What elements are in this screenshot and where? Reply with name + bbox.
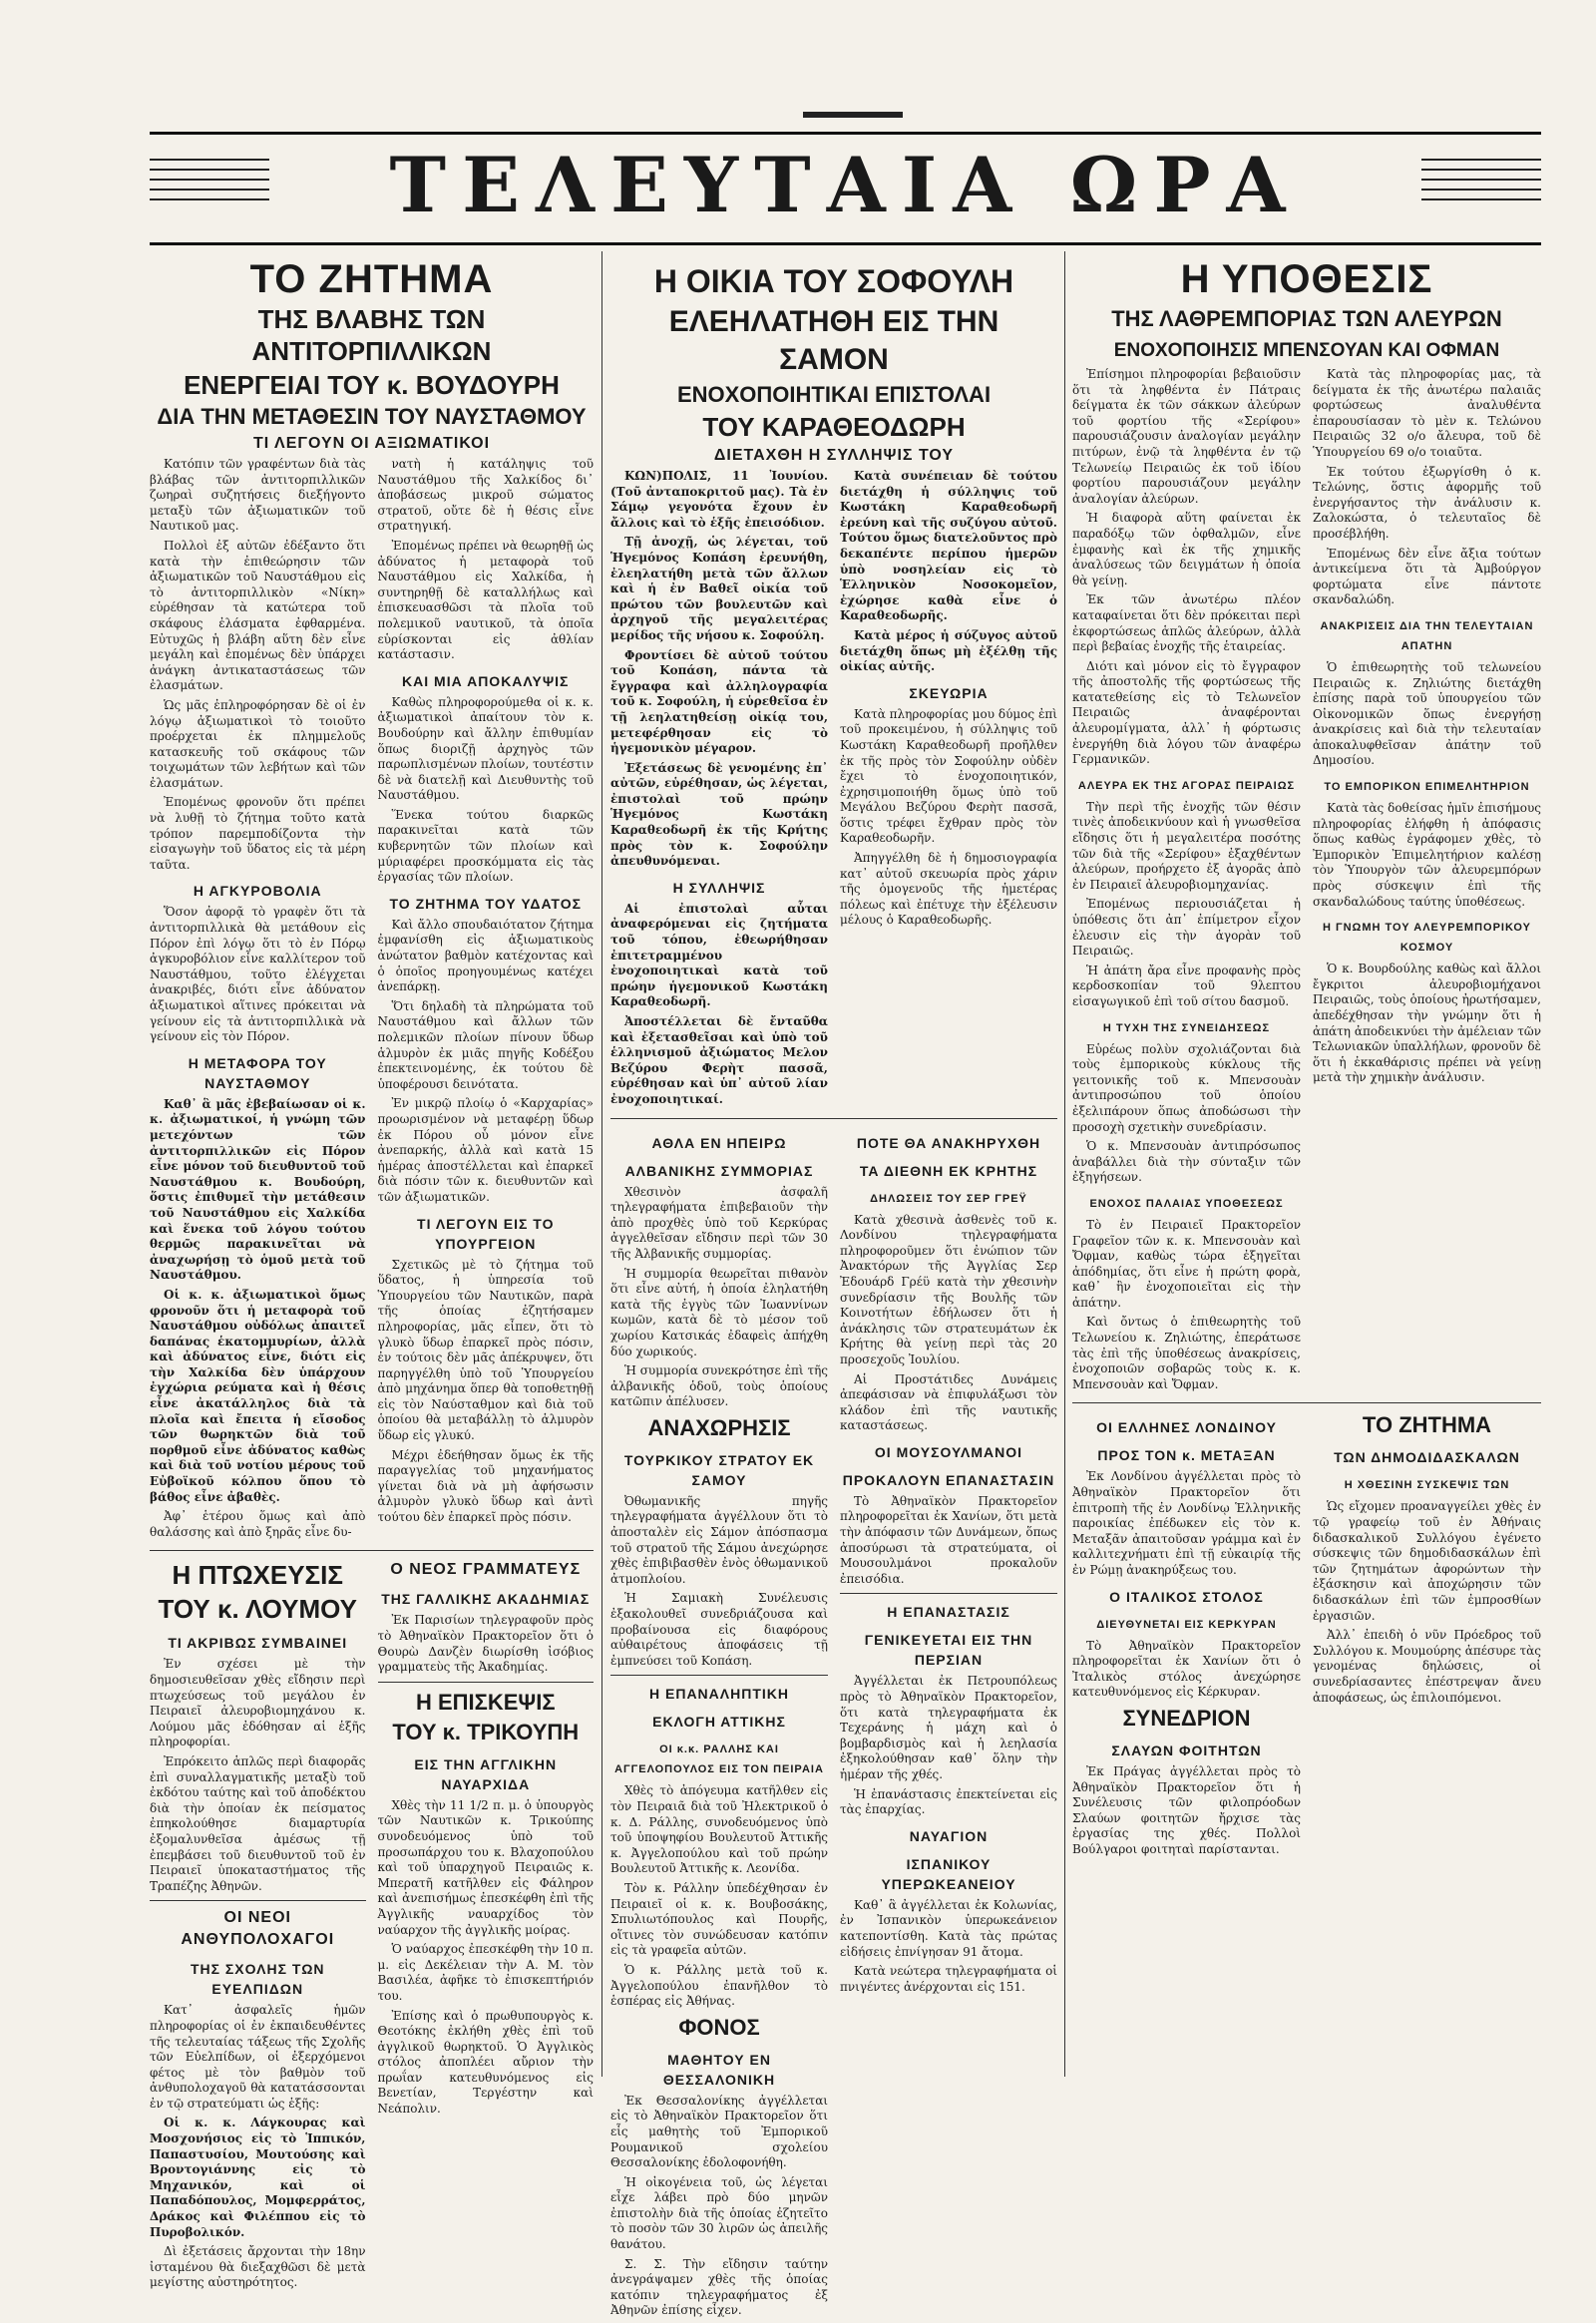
- headline: ΟΙ ΕΛΛΗΝΕΣ ΛΟΝΔΙΝΟΥ: [1096, 1419, 1277, 1436]
- paragraph: Ἡ διαφορὰ αὕτη φαίνεται ἐκ παραδόξῳ τῶν ὀφθαλμῶν, εἶνε ἐμφανὴς καὶ ἐκ τῆς χημικῆς ἀναλύσεως τῶν δειγμάτων ἡ ὁποία θὰ γείνῃ.: [1072, 511, 1301, 587]
- paragraph: Ἡ συμμορία συνεκρότησε ἐπὶ τῆς ἀλβανικῆς ὁδοῦ, τοὺς ὁποίους κατῶπιν ἀπέλυσεν.: [610, 1363, 828, 1409]
- paragraph: Ἐπρόκειτο ἁπλῶς περὶ διαφορᾶς ἐπὶ συναλλαγματικῆς μεταξὺ τοῦ ἐκδότου ταύτης καὶ τοῦ ἀποδέκτου διὰ τὴν ὁποίαν ἐκ πείσματος ἐπηκολούθησε διαμαρτυρία ἐξομαλυνθεῖσα ἀμέσως τῇ ἐπεμβάσει τοῦ διευθυντοῦ τοῦ ἐν Πειραιεῖ ὑποκαταστήματος τῆς Τραπέζης Ἀθηνῶν.: [150, 1753, 366, 1893]
- article-body: [610, 1125, 1057, 2323]
- paragraph: Ὁ κ. Μπενσουὰν ἀντιπρόσωπος ἀναβάλλει διὰ τὴν σύνταξιν τῶν ἐξηγήσεων.: [1072, 1139, 1301, 1185]
- paragraph: Ἐκ Παρισίων τηλεγραφοῦν πρὸς τὸ Ἀθηναϊκὸν Πρακτορεῖον ὅτι ὁ Θουρὼ Δανζὲν διωρίσθη ἰσόβιος γραμματεὺς τῆς Ἀκαδημίας.: [377, 1613, 594, 1675]
- column-2: [610, 251, 1057, 2323]
- paragraph: Ἀλλ᾽ ἐπειδὴ ὁ νῦν Πρόεδρος τοῦ Συλλόγου κ. Μουμούρης ἀπέσυρε τὰς γενομένας δηλώσεις, οἱ συνεδρίασαντες ἐπέστρεψαν ἄνευ ἀποφάσεως, ὡς ἐπιλοιπόμενοι.: [1313, 1628, 1541, 1705]
- headline-sub: ΔΙΑ ΤΗΝ ΜΕΤΑΘΕΣΙΝ ΤΟΥ ΝΑΥΣΤΑΘΜΟΥ: [157, 404, 587, 429]
- headline-sub: ΔΙΕΥΘΥΝΕΤΑΙ ΕΙΣ ΚΕΡΚΥΡΑΝ: [1096, 1618, 1277, 1631]
- headline-sub: ΤΑ ΔΙΕΘΝΗ ΕΚ ΚΡΗΤΗΣ: [859, 1162, 1038, 1179]
- section-heading: Η ΤΥΧΗ ΤΗΣ ΣΥΝΕΙΔΗΣΕΩΣ: [1102, 1021, 1271, 1034]
- headline: ΤΟ ΖΗΤΗΜΑ: [249, 257, 494, 301]
- paragraph: Διότι καὶ μόνον εἰς τὸ ἔγγραφον τῆς ἀποστολῆς τῆς φορτώσεως τῆς κατατεθείσης εἰς τὸ Τελωνεῖον Πειραιῶς ἀναφέρονται ἀλευρομίγματα, ἀλλ᾽ ἡ φόρτωσις ἐνεργήθη διὰ λόγου τῶν ἀναφέρω Γερμανικῶν.: [1072, 658, 1301, 767]
- headline-sub: ΕΝΕΡΓΕΙΑΙ ΤΟΥ κ. ΒΟΥΔΟΥΡΗ: [184, 370, 560, 400]
- paragraph: Πολλοὶ ἐξ αὐτῶν ἐδέξαντο ὅτι κατὰ τὴν ἐπιθεώρησιν τῶν ἀξιωματικῶν τοῦ Ναυστάθμου εἰς τὸ ἀντιτορπιλλικὸν «Νίκη» εὑρέθησαν τὰ κατώτερα τοῦ σκάφους ἐλάσματα ἐφθαρμένα. Εὐτυχῶς ἡ βλάβη αὕτη δὲν εἶνε μεγάλη καὶ ἑπομένως δὲν ὑπάρχει ἀνάγκη ἀντικαταστάσεως τῶν ἐλασμάτων.: [150, 538, 366, 693]
- paragraph: Ὁ κ. Ράλλης μετὰ τοῦ κ. Ἀγγελοπούλου ἐπανῆλθον τὸ ἑσπέρας εἰς Ἀθήνας.: [610, 1962, 828, 2009]
- paragraph: Κατὰ νεώτερα τηλεγραφήματα οἱ πνιγέντες ἀνέρχονται εἰς 151.: [840, 1964, 1057, 1994]
- headline: ΣΥΝΕΔΡΙΟΝ: [1122, 1705, 1251, 1731]
- paragraph: νατὴ ἡ κατάληψις τοῦ Ναυστάθμου τῆς Χαλκίδος δι᾽ ἀποβάσεως μικροῦ σώματος στρατοῦ, οὔτε δὲ ἡ θέσις εἶνε στρατηγική.: [377, 457, 594, 534]
- top-ornament: [803, 112, 903, 118]
- headline: ΟΙ ΝΕΟΙ ΑΝΘΥΠΟΛΟΧΑΓΟΙ: [181, 1909, 335, 1949]
- headline-sub: ΤΟΥ κ. ΤΡΙΚΟΥΠΗ: [392, 1719, 580, 1744]
- headline-sub: ΠΡΟΣ ΤΟΝ κ. ΜΕΤΑΞΑΝ: [1097, 1447, 1276, 1464]
- headline-sub: ΣΛΑΥΩΝ ΦΟΙΤΗΤΩΝ: [1111, 1742, 1262, 1758]
- article-body: [1072, 367, 1541, 1396]
- paragraph: Ὅσον ἀφορᾷ τὸ γραφὲν ὅτι τὰ ἀντιτορπιλλικὰ θὰ μετάθουν εἰς Πόρον ἐπὶ λόγῳ ὅτι τὸ ἐν Πόρῳ ἀγκυροβόλιον εἶνε καλλίτερον τοῦ Ναυστάθμου, τοῦτο ἐλέγχεται ἀνακριβές, διότι εἶνε ἀδύνατον ἀξιωματικοὶ αἵτινες πρόκειται νὰ γείνουν εἰς τὰ ἀντιτορπιλλικὰ νὰ γείνουν εἰς τὸν Πόρον.: [150, 905, 366, 1044]
- headline-sub: Η ΧΘΕΣΙΝΗ ΣΥΣΚΕΨΙΣ ΤΩΝ: [1344, 1479, 1510, 1492]
- section-heading: Η ΓΝΩΜΗ ΤΟΥ ΑΛΕΥΡΕΜΠΟΡΙΚΟΥ ΚΟΣΜΟΥ: [1322, 922, 1531, 955]
- headline: Ο ΙΤΑΛΙΚΟΣ ΣΤΟΛΟΣ: [1109, 1588, 1264, 1605]
- paragraph: Κατὰ χθεσινὰ ἀσθενὲς τοῦ κ. Λονδίνου τηλεγραφήματα πληροφοροῦμεν ὅτι ἐνώπιον τῶν Ἀνακτόρων τῆς Ἀγγλίας Σερ Ἐδουάρδ Γρέϋ κατὰ τὴν χθεσινὴν συνεδρίασιν τῆς Βουλῆς τῶν Κοινοτήτων ἐδήλωσεν ὅτι ἡ ἀνάκλησις τῶν στρατευμάτων ἐκ Κρήτης θὰ γείνῃ περὶ τὰς 20 προσεχοῦς Ἰουλίου.: [840, 1212, 1057, 1366]
- headline: Η ΕΠΙΣΚΕΨΙΣ: [415, 1689, 556, 1715]
- paragraph: Ἐκ τῶν ἀνωτέρω πλέον καταφαίνεται ὅτι δὲν πρόκειται περὶ ἐκφορτώσεως ἁπλῶς ἀλεύρων, ἀλλὰ περὶ βεβαίας ἐνοχῆς τῆς ἑταιρείας.: [1072, 592, 1301, 654]
- headline-sub: ΤΗΣ ΓΑΛΛΙΚΗΣ ΑΚΑΔΗΜΙΑΣ: [381, 1591, 591, 1608]
- paragraph: Ἐκ Πράγας ἀγγέλλεται πρὸς τὸ Ἀθηναϊκὸν Πρακτορεῖον ὅτι ἡ Συνέλευσις τῶν φιλοπρόοδων Σλαύων φοιτητῶν ἤρχισε τὰς ἐργασίας της χθές. Πολλοὶ Βούλγαροι φοιτηταὶ παρίστανται.: [1072, 1763, 1301, 1856]
- column-rule: [1064, 251, 1065, 2077]
- paragraph: Κατὰ πληροφορίας μου δύμος ἐπὶ τοῦ προκειμένου, ἡ σύλληψις τοῦ Κωστάκη Καραθεοδωρῆ προῆλθεν ἐκ τῆς πρὸς τὸν Σοφούλην οὐδὲν ἔχει τὸ ἐνοχοποιητικόν, ἐχρησιμοποιήθη ὅμως ὑπὸ τοῦ Μεγάλου Βεζύρου Φερὴτ πασσᾶ, ὅστις τρέφει ἔχθραν πρὸς τὸν Καραθεοδωρῆν.: [840, 706, 1057, 846]
- paragraph: Καθ᾽ ἃ μᾶς ἐβεβαίωσαν οἱ κ. κ. ἀξιωματικοί, ἡ γνώμη τῶν μετεχόντων τῶν ἀντιτορπιλλικῶν εἰς Πόρον εἶνε μόνον τοῦ διευθυντοῦ τοῦ Ναυστάθμου κ. Βουδούρη, ὅστις ἐπιθυμεῖ τὴν μετάθεσιν τοῦ Ναυστάθμου εἰς Χαλκίδα καὶ ἕνεκα τοῦ λόγου τούτου θερμῶς παρακινεῖται νὰ ἀναχωρήσῃ τὸ ὁμοῦ μετὰ τοῦ Ναυστάθμου.: [150, 1096, 366, 1283]
- paragraph: Τῇ ἀνοχῇ, ὡς λέγεται, τοῦ Ἡγεμόνος Κοπάση ἐρευνήθη, ἐλεηλατήθη μετὰ τῶν ἄλλων καὶ ἡ ἐν Βαθεῖ οἰκία τοῦ πρώτου τῶν βουλευτῶν καὶ ἀρχηγοῦ τῆς μεγαλειτέρας μερίδος τῆς νήσου κ. Σοφούλη.: [610, 535, 828, 642]
- paragraph: Οἱ κ. κ. Λάγκουρας καὶ Μοσχονήσιος εἰς τὸ Ἱππικόν, Παπαστυσίου, Μουτούσης καὶ Βροντογιάννης εἰς τὸ Μηχανικόν, καὶ οἱ Παπαδόπουλος, Μομφερράτος, Δράκος καὶ Φιλέππου εἰς τὸ Πυροβολικόν.: [150, 2116, 366, 2239]
- headline: ΝΑΥΑΓΙΟΝ: [909, 1827, 989, 1844]
- paragraph: Ἐν σχέσει μὲ τὴν δημοσιευθεῖσαν χθὲς εἴδησιν περὶ πτωχεύσεως τοῦ μεγάλου ἐν Πειραιεῖ ἀλευροβιομηχάνου κ. Λούμου μᾶς ἐδόθησαν αἱ ἑξῆς πληροφορίαι.: [150, 1657, 366, 1749]
- paragraph: Ἀποστέλλεται δὲ ἔνταῦθα καὶ ἐξετασθεῖσαι καὶ ὑπὸ τοῦ ἑλληνισμοῦ ἀξιώματος Μελον Βεζύρου Φερὴτ πασσᾶ, εὑρέθησαν καὶ ὑπ᾽ αὐτοῦ λίαν ἐνοχοποιητικαί.: [610, 1014, 828, 1106]
- column-rule: [601, 251, 602, 2077]
- headline-sub: ΤΟΥΡΚΙΚΟΥ ΣΤΡΑΤΟΥ ΕΚ ΣΑΜΟΥ: [623, 1451, 815, 1488]
- section-heading: ΚΑΙ ΜΙΑ ΑΠΟΚΑΛΥΨΙΣ: [402, 672, 570, 689]
- paragraph: Καθὼς πληροφορούμεθα οἱ κ. κ. ἀξιωματικοὶ ἀπαίτουν τὸν κ. Βουδούρην καὶ ἄλλην ἐπιθυμίαν ὅπως διοριζῇ ἀρχηγὸς τῶν παρωπλισμένων πλοίων, τουτέστιν δὲ νὰ διατελῇ καὶ Διευθυντὴς τοῦ Ναυστάθμου.: [377, 694, 594, 803]
- paragraph: Ἐπομένως πρέπει νὰ θεωρηθῇ ὡς ἀδύνατος ἡ μεταφορὰ τοῦ Ναυστάθμου εἰς Χαλκίδα, ἡ συντηρηθῇ δὲ καταλλήλως καὶ ἐπισκευασθῶσι τὰ πλοῖα τοῦ πολεμικοῦ ναυτικοῦ, τὰ ὁποῖα εὑρίσκονται εἰς ἀθλίαν κατάστασιν.: [377, 538, 594, 662]
- paragraph: Καθ᾽ ἃ ἀγγέλλεται ἐκ Κολωνίας, ἐν Ἰσπανικὸν ὑπερωκεάνειον κατεποντίσθη. Κατὰ τὰς πρώτας εἰδήσεις ἐπνίγησαν 91 ἄτομα.: [840, 1897, 1057, 1959]
- paragraph: Χθὲς τὴν 11 1/2 π. μ. ὁ ὑπουργὸς τῶν Ναυτικῶν κ. Τρικούπης συνοδευόμενος ὑπὸ τοῦ προσωπάρχου του κ. Βλαχοπούλου καὶ τοῦ ὑπαρχηγοῦ Πειραιῶς κ. Μπερατῆ κατῆλθεν εἰς Φάληρον καὶ ἀνεπισήμως ἐπεσκέφθη ἐπὶ τῆς Ἀγγλικῆς ναυαρχίδος τὸν ναύαρχον τῆς ἀγγλικῆς μοίρας.: [377, 1797, 594, 1937]
- paragraph: Ἐπομένως περιουσιάζεται ἡ ὑπόθεσις ὅτι ἀπ᾽ ἐπίμετρον εἶχον ἐλευσιν εἰς τὴν ἀγορὰν τοῦ Πειραιῶς.: [1072, 897, 1301, 959]
- headline: ΤΟ ΖΗΤΗΜΑ: [1362, 1412, 1492, 1438]
- section-heading: ΑΝΑΚΡΙΣΕΙΣ ΔΙΑ ΤΗΝ ΤΕΛΕΥΤΑΙΑΝ ΑΠΑΤΗΝ: [1320, 619, 1534, 652]
- article-body: [1072, 1409, 1541, 1861]
- paragraph: Ἐξετάσεως δὲ γενομένης ἐπ᾽ αὐτῶν, εὑρέθησαν, ὡς λέγεται, ἐπιστολαὶ τοῦ πρώην Ἡγεμόνος Κωστάκη Καραθεοδωρῆ ἐκ τῆς Κρήτης πρὸς τὸν κ. Σοφούλην ἀπευθυνόμεναι.: [610, 760, 828, 869]
- section-heading: ΤΙ ΛΕΓΟΥΝ ΕΙΣ ΤΟ ΥΠΟΥΡΓΕΙΟΝ: [417, 1215, 555, 1252]
- headline: Ο ΝΕΟΣ ΓΡΑΜΜΑΤΕΥΣ: [390, 1561, 582, 1579]
- paragraph: Κατ᾽ ἀσφαλεῖς ἡμῶν πληροφορίας οἱ ἐν ἐκπαιδευθέντες τῆς τελευταίας τάξεως τῆς Σχολῆς τῶν Εὐελπίδων, οἱ ἐξερχόμενοι φέτος μὲ τὸν βαθμὸν τοῦ ἀνθυπολοχαγοῦ θὰ κατατάσσονται ἐν τῷ στρατεύματι ὡς ἑξῆς:: [150, 2003, 366, 2111]
- headline: Η ΠΤΩΧΕΥΣΙΣ: [172, 1560, 343, 1591]
- headline-sub: ΠΡΟΚΑΛΟΥΝ ΕΠΑΝΑΣΤΑΣΙΝ: [842, 1471, 1055, 1488]
- paragraph: ΚΩΝ)ΠΟΛΙΣ, 11 Ἰουνίου. (Τοῦ ἀνταποκριτοῦ μας). Τὰ ἐν Σάμῳ γεγονότα ἔχουν ἐν ἄλλοις καὶ τὸ ἑξῆς ἐπεισόδιον.: [610, 469, 828, 530]
- paragraph: Ὁ ναύαρχος ἐπεσκέφθη τὴν 10 π. μ. εἰς Δεκέλειαν τὴν Α. Μ. τὸν Βασιλέα, ἀφῆκε τὸ ἐπισκεπτήριόν του.: [377, 1942, 594, 2003]
- headline-sub: ΤΗΣ ΛΑΘΡΕΜΠΟΡΙΑΣ ΤΩΝ ΑΛΕΥΡΩΝ: [1111, 306, 1502, 331]
- article-body: [150, 457, 594, 1544]
- headline-sub: ΔΗΛΩΣΕΙΣ ΤΟΥ ΣΕΡ ΓΡΕΫ: [870, 1192, 1027, 1205]
- paragraph: Ἡ οἰκογένεια τοῦ, ὡς λέγεται εἶχε λάβει πρὸ δύο μηνῶν ἐπιστολὴν διὰ τῆς ὁποίας ἐζητεῖτο τὸ ποσὸν τῶν 30 λιρῶν ὡς ἀπειλῆς θανάτου.: [610, 2174, 828, 2252]
- masthead-title: ΤΕΛΕΥΤΑΙΑ ΩΡΑ: [269, 141, 1421, 230]
- paragraph: Ἀπηγγέλθη δὲ ἡ δημοσιογραφία κατ᾽ αὐτοῦ σκευωρία πρὸς χάριν τῆς ὁμογενοῦς τῆς ἡμετέρας πόλεως καὶ ἐπέτυχε τὴν ἐξέλευσιν μέλους ὁ Καραθεοδωρῆς.: [840, 851, 1057, 928]
- section-heading: ΤΙ ΑΚΡΙΒΩΣ ΣΥΜΒΑΙΝΕΙ: [168, 1635, 348, 1652]
- section-heading: ΣΚΕΥΩΡΙΑ: [909, 684, 989, 701]
- headline-sub: ΤΩΝ ΔΗΜΟΔΙΔΑΣΚΑΛΩΝ: [1334, 1449, 1520, 1466]
- headline-sub: ΕΚΛΟΓΗ ΑΤΤΙΚΗΣ: [652, 1714, 786, 1731]
- headline-sub: ΤΗΣ ΣΧΟΛΗΣ ΤΩΝ ΕΥΕΛΠΙΔΩΝ: [190, 1961, 325, 1998]
- headline: ΑΘΛΑ ΕΝ ΗΠΕΙΡΩ: [651, 1134, 787, 1151]
- section-heading: Η ΜΕΤΑΦΟΡΑ ΤΟΥ ΝΑΥΣΤΑΘΜΟΥ: [188, 1054, 327, 1091]
- headline-sub: ΤΙ ΛΕΓΟΥΝ ΟΙ ΑΞΙΩΜΑΤΙΚΟΙ: [252, 435, 491, 452]
- paragraph: Ἡ συμμορία θεωρεῖται πιθανὸν ὅτι εἶνε αὐτή, ἡ ὁποία ἐληλατήθη κατὰ τῆς ἐγγὺς τῶν Ἰωαννίνων κωμῶν, κατὰ δὲ τὸ μέσον τοῦ χωρίου Κατσικάς ἐδαφεὶς ἀπήχθη δύο χωρικούς.: [610, 1266, 828, 1358]
- paragraph: Ἡ ἐπανάστασις ἐπεκτείνεται εἰς τὰς ἐπαρχίας.: [840, 1786, 1057, 1817]
- paragraph: Ἐπομένως φρονοῦν ὅτι πρέπει νὰ λυθῇ τὸ ζήτημα τοῦτο κατὰ τρόπον παρεμποδίζοντα τὴν εἰσαγωγὴν τοῦ ὕδατος εἰς τὰ μέρη ταῦτα.: [150, 795, 366, 872]
- headline: Η ΟΙΚΙΑ ΤΟΥ ΣΟΦΟΥΛΗ: [653, 263, 1014, 299]
- paragraph: Ὁ κ. Βουρδούλης καθὼς καὶ ἄλλοι ἔγκριτοι ἀλευροβιομήχανοι Πειραιῶς, τοὺς ὁποίους ἠρωτήσαμεν, ἀπεδέχθησαν τὴν γνώμην ὅτι ἡ ἀπάτη ἀποδεικνύει τὴν ἀμέλειαν τῶν Τελωνιακῶν ὑπαλλήλων, φρονοῦν δὲ ὅτι ἡ ἐκκαθάρισις πρέπει νὰ γείνῃ μετὰ τὴν χημικὴν ἀνάλυσιν.: [1313, 962, 1541, 1085]
- paragraph: Ἀφ᾽ ἑτέρου ὅμως καὶ ἀπὸ θαλάσσης καὶ ἀπὸ ξηρᾶς εἶνε δυ-: [150, 1509, 366, 1539]
- paragraph: Καὶ ἄλλο σπουδαιότατον ζήτημα ἐμφανίσθη εἰς ἀξιωματικοὺς ἀνώτατον βαθμὸν κατέχοντας καὶ ὁ ὁποῖος προηγουμένως κατέχει ἀνεπάρκῃ.: [377, 917, 594, 994]
- paragraph: Κατὰ τὰς δοθείσας ἡμῖν ἐπισήμους πληροφορίας ἐλήφθη ἡ ἀπόφασις ὅπως καθὼς ἐγράφομεν χθὲς, τὸ Ἐμπορικὸν Ἐπιμελητήριον καλέσῃ τὸν Ὑπουργὸν τῶν ἀλευρεμπόρων πρὸς σύσκεψιν ἐπὶ τῆς σκανδαλώδους ταύτης ὑποθέσεως.: [1313, 801, 1541, 909]
- headline: ΦΟΝΟΣ: [678, 2014, 760, 2040]
- paragraph: Ἀγγέλλεται ἐκ Πετρουπόλεως πρὸς τὸ Ἀθηναϊκὸν Πρακτορεῖον, ὅτι κατὰ τηλεγραφήματα ἐκ Τεχεράνης ἡ μάχη καὶ ὁ βομβαρδισμὸς καὶ ἡ λεηλασία ἐξηκολούθησαν καθ᾽ ὅλην τὴν ἡμέραν τῆς χθές.: [840, 1674, 1057, 1781]
- paragraph: Φροντίσει δὲ αὐτοῦ τούτου τοῦ Κοπάση, πάντα τὰ ἔγγραφα καὶ ἀλληλογραφία τοῦ κ. Σοφούλη, ἡ εὑρεθεῖσα ἐν τῇ λεηλατηθείσῃ οἰκίᾳ του, μετεφέρθησαν εἰς τὸ ἡγεμονικὸν μέγαρον.: [610, 647, 828, 756]
- paragraph: Ἐκ Λονδίνου ἀγγέλλεται πρὸς τὸ Ἀθηναϊκὸν Πρακτορεῖον ὅτι ἐπιτροπὴ τῆς ἐν Λονδίνῳ Ἑλληνικῆς παροικίας ἐπέδωκεν εἰς τὸν κ. Μεταξᾶν ἀπαιτοῦσαν γράμμα καὶ ἐν καλλιτεχνήματι ἐπὶ τῇ εὐκαιρίᾳ τῆς ἐν Ρώμῃ ἀνακηρύξεως του.: [1072, 1469, 1301, 1577]
- article-body: [150, 1557, 594, 2295]
- column-3: [1072, 251, 1541, 1862]
- paragraph: Σ. Σ. Τὴν εἴδησιν ταύτην ἀνεγράψαμεν χθὲς τῆς ὁποίας κατόπιν τηλεγραφήματος ἐξ Ἀθηνῶν ἐπίσης εἶχεν.: [610, 2256, 828, 2318]
- section-heading: Η ΣΥΛΛΗΨΙΣ: [672, 879, 766, 896]
- paragraph: Καὶ ὄντως ὁ ἐπιθεωρητὴς τοῦ Τελωνείου κ. Ζηλιώτης, ἐπεράτωσε τὰς ἐπὶ τῆς ὑποθέσεως ἀνακρίσεις, ἐνοχοποιῶν σοβαρῶς τοὺς κ. κ. Μπενσουὰν καὶ Ὄφμαν.: [1072, 1315, 1301, 1391]
- paragraph: Σχετικῶς μὲ τὸ ζήτημα τοῦ ὕδατος, ἡ ὑπηρεσία τοῦ Ὑπουργείου τῶν Ναυτικῶν, παρὰ τῆς ὁποίας ἐζητήσαμεν πληροφορίας, μᾶς εἶπεν, ὅτι τὸ γλυκὸ ὕδωρ ἐπαρκεῖ πρὸς πόσιν, ἐν τούτοις δὲν μᾶς ἀπέκρυψεν, ὅτι παρηγγέλθη ὑπὸ τοῦ Ὑπουργείου ἀπὸ μηχάνημα ὅπερ θὰ τοποθετηθῇ εἰς τὸν Ναύσταθμον καὶ διὰ τοῦ ὁποίου θὰ μεταβάλλῃ τὸ ἁλμυρὸν ὕδωρ εἰς γλυκύ.: [377, 1257, 594, 1443]
- headline-sub: ΤΟΥ ΚΑΡΑΘΕΟΔΩΡΗ: [702, 412, 966, 442]
- paragraph: Ἐκ Θεσσαλονίκης ἀγγέλλεται εἰς τὸ Ἀθηναϊκὸν Πρακτορεῖον ὅτι εἷς μαθητὴς τοῦ Ἐμπορικοῦ Ρουμανικοῦ σχολείου Θεσσαλονίκης ἐδολοφονήθη.: [610, 2093, 828, 2170]
- paragraph: Ἡ Σαμιακὴ Συνέλευσις ἐξακολουθεῖ συνεδριάζουσα καὶ προβαίνουσα εἰς διαφόρους αὐθαιρέτους ἀποφάσεις τῇ ἐμπνεύσει τοῦ Κοπάση.: [610, 1591, 828, 1668]
- newspaper-page: [150, 112, 1541, 2318]
- headline-sub: ΤΗΣ ΒΛΑΒΗΣ ΤΩΝ ΑΝΤΙΤΟΡΠΙΛΛΙΚΩΝ: [251, 304, 492, 366]
- paragraph: Εὑρέως πολὺν σχολιάζονται διὰ τοὺς ἐμπορικοὺς κύκλους τῆς γειτονικῆς τοῦ κ. Μπενσουὰν ἀντιπροσώπου τοῦ ὁποίου ἐξελιπάρουν ὅπως ἀποδώσωσι τὴν προσοχὴ σχετικὴν συνεδρίασιν.: [1072, 1041, 1301, 1134]
- paragraph: Τὸν κ. Ράλλην ὑπεδέχθησαν ἐν Πειραιεῖ οἱ κ. κ. Βουβοσάκης, Σπυλιωτόπουλος καὶ Πουρῆς, οἵτινες τὸν συνώδευσαν κατόπιν εἰς τὰ γραφεῖα αὐτῶν.: [610, 1880, 828, 1958]
- paragraph: Κατόπιν τῶν γραφέντων διὰ τὰς βλάβας τῶν ἀντιτορπιλλικῶν ζωηραὶ συζητήσεις διεξήγοντο μεταξὺ τῶν ἀξιωματικῶν τοῦ Ναυτικοῦ μας.: [150, 457, 366, 534]
- paragraph: Ἐπομένως δὲν εἶνε ἄξια τούτων ἀντικείμενα ὅτι τὰ Ἀμβούργον φορτώματα εἶνε πάντοτε σκανδαλώδη.: [1313, 546, 1541, 607]
- paragraph: Ἐκ τούτου ἐξωργίσθη ὁ κ. Τελώνης, ὅστις ἀφορμῆς τοῦ ἐνεργήσαντος τὴν ἀνάλυσιν κ. Ζαλοκώστα, ὁ τελευταῖος δὲ προσέβλήθη.: [1313, 464, 1541, 541]
- paragraph: Αἱ ἐπιστολαὶ αὗται ἀναφερόμεναι εἰς ζητήματα τοῦ τόπου, ἐθεωρήθησαν ἐπιτετραμμένου ἐνοχοποιητικαὶ κατὰ τοῦ πρώην ἡγεμονικοῦ Κωστάκη Καραθεοδωρῆ.: [610, 901, 828, 1009]
- paragraph: Οἱ κ. κ. ἀξιωματικοὶ ὅμως φρονοῦν ὅτι ἡ μεταφορὰ τοῦ Ναυστάθμου οὐδόλως ἀπαιτεῖ δαπάνας ἑκατομμυρίων, ἀλλὰ καὶ ἀδύνατος εἶνε, διότι εἰς τὴν Χαλκίδα δὲν ὑπάρχουν ἐγχώρια ρεύματα καὶ ἡ θέσις εἶνε ἀκατάλληλος διὰ τὰ πλοῖα καὶ ἔπειτα ἡ εἴσοδος τῶν θωρηκτῶν διὰ τοῦ πορθμοῦ εἶνε ἀδύνατος καθὼς καὶ διὰ τοῦ νοτίου μέρους τοῦ Εὐβοϊκοῦ κόλπου ὅπου τὸ βάθος εἶνε ἀβαθὲς.: [150, 1287, 366, 1504]
- paragraph: Χθὲς τὸ ἀπόγευμα κατῆλθεν εἰς τὸν Πειραιᾶ διὰ τοῦ Ἠλεκτρικοῦ ὁ κ. Δ. Ράλλης, συνοδευόμενος ὑπὸ τοῦ ὑποψηφίου Βουλευτοῦ Ἀττικῆς κ. Ἀγγελοπούλου καὶ τοῦ πρώην Βουλευτοῦ Ἀττικῆς κ. Λεονίδα.: [610, 1783, 828, 1876]
- paragraph: Τὸ ἐν Πειραιεῖ Πρακτορεῖον Γραφεῖον τῶν κ. κ. Μπενσουὰν καὶ Ὄφμαν, καθὼς τώρα ἐξηγεῖται ἀπόδημίας, ὅτι εἶνε ἡ πρώτη φορὰ, καθ᾽ ἣν ἐνοχοποιεῖται εἰς τὴν ἀπάτην.: [1072, 1217, 1301, 1310]
- headline-sub: ΓΕΝΙΚΕΥΕΤΑΙ ΕΙΣ ΤΗΝ ΠΕΡΣΙΑΝ: [864, 1632, 1033, 1669]
- paragraph: Ὡς μᾶς ἐπληροφόρησαν δὲ οἱ ἐν λόγῳ ἀξιωματικοὶ τὸ τοιοῦτο προέρχεται ἐκ πλημμελοῦς κατασκευῆς τοῦ σκάφους τῶν τοιχωμάτων τῶν λεβήτων καὶ τῶν ἐλασμάτων.: [150, 697, 366, 790]
- headline-sub: ΕΝΟΧΟΠΟΙΗΤΙΚΑΙ ΕΠΙΣΤΟΛΑΙ: [676, 382, 992, 407]
- paragraph: Ὡς εἴχομεν προαναγγείλει χθὲς ἐν τῷ γραφείῳ τοῦ ἐν Ἀθήναις διδασκαλικοῦ Συλλόγου ἐγένετο σύσκεψις τῶν δημοδιδασκάλων ἐπὶ τῶν ζητημάτων ἀφορώντων τὴν ἐξάσκησιν καὶ ἀποχώρησιν τῶν διδασκάλων ἐπὶ τῶν ἐμπροσθίων ἐργασιῶν.: [1313, 1499, 1541, 1623]
- headline: Η ΥΠΟΘΕΣΙΣ: [1180, 257, 1433, 301]
- headline: ΠΟΤΕ ΘΑ ΑΝΑΚΗΡΥΧΘΗ: [856, 1134, 1041, 1151]
- paragraph: Δὶ ἐξετάσεις ἄρχονται τὴν 18ην ἰσταμένου θὰ διεξαχθῶσι δὲ μετὰ μεγίστης αὐστηρότητος.: [150, 2244, 366, 2290]
- headline-sub: ΟΙ κ.κ. ΡΑΛΛΗΣ ΚΑΙ ΑΓΓΕΛΟΠΟΥΛΟΣ ΕΙΣ ΤΟΝ ΠΕΙΡΑΙΑ: [614, 1743, 824, 1776]
- section-heading: ΕΙΣ ΤΗΝ ΑΓΓΛΙΚΗΝ ΝΑΥΑΡΧΙΔΑ: [414, 1755, 558, 1792]
- headline-sub: ΕΝΟΧΟΠΟΙΗΣΙΣ ΜΠΕΝΣΟΥΑΝ ΚΑΙ ΟΦΜΑΝ: [1113, 340, 1500, 361]
- paragraph: Ὅτι δηλαδὴ τὰ πληρώματα τοῦ Ναυστάθμου καὶ ἄλλων τῶν πολεμικῶν πλοίων πίνουν ὕδωρ ἁλμυρὸν ἐκ μιᾶς πηγῆς Κοδέξου ἐπεκτεινομένης, ἐκ τούτου δὲ ὑποφέρουσι δεινότατα.: [377, 998, 594, 1091]
- paragraph: Ἐπίσημοι πληροφορίαι βεβαιοῦσιν ὅτι τὰ ληφθέντα ἐν Πάτραις δείγματα ἐκ τῶν σάκκων ἀλεύρων τοῦ φορτίου τῆς «Σερίφου» παρουσιάζουσιν ἀναλογίαν μεγάλην πιτύρων, ἐνῷ τὰ ληφθέντα ἐν τῷ Τελωνείῳ Πειραιῶς ἐκ τοῦ ἰδίου φορτίου παρουσιάζουν μεγάλην ἀναλογίαν ἀλεύρων.: [1072, 367, 1301, 506]
- paragraph: Τὴν περὶ τῆς ἐνοχῆς τῶν θέσιν τινὲς ἀποδεικνύουν καὶ ἡ γνωσθεῖσα εἴδησις ὅτι ἡ μεγαλειτέρα ποσότης τῶν διὰ τῆς «Σερίφου» ἐξαχθέντων ἀλεύρων, προήρχετο ἐξ ἀγορᾶς ἀπὸ ἐν Πειραιεῖ ἀλευροβιομηχανίας.: [1072, 799, 1301, 892]
- headline: ΟΙ ΜΟΥΣΟΥΛΜΑΝΟΙ: [874, 1443, 1023, 1460]
- headline-sub: ΕΛΕΗΛΑΤΗΘΗ ΕΙΣ ΤΗΝ ΣΑΜΟΝ: [668, 305, 999, 376]
- paragraph: Ὁ ἐπιθεωρητὴς τοῦ τελωνείου Πειραιῶς κ. Ζηλιώτης διετάχθη ἐπίσης παρὰ τοῦ ὑπουργείου τῶν Οἰκονομικῶν ὅπως ἐνεργήσῃ ἀνακρίσεις καὶ διὰ τὴν τελευταίαν ἀποκαλυφθεῖσαν ἀπάτην τοῦ Δημοσίου.: [1313, 659, 1541, 768]
- section-heading: ΤΟ ΖΗΤΗΜΑ ΤΟΥ ΥΔΑΤΟΣ: [389, 895, 582, 912]
- headline: Η ΕΠΑΝΑΛΗΠΤΙΚΗ: [649, 1686, 789, 1703]
- headline-sub: ΤΟΥ κ. ΛΟΥΜΟΥ: [158, 1594, 357, 1625]
- paragraph: Αἱ Προστάτιδες Δυνάμεις ἀπεφάσισαν νὰ ἐπιφυλάξωσι τὸν κλάδον ἐπὶ τῆς ναυτικῆς καταστάσεως.: [840, 1371, 1057, 1433]
- paragraph: Κατὰ τὰς πληροφορίας μας, τὰ δείγματα ἐκ τῆς ἀνωτέρω παλαιᾶς φορτώσεως ἀναλυθέντα ἐπαρουσίασαν τὸ μὲν κ. Τελώνου Πειραιῶς 32 ο/ο ἄλευρα, τοῦ δὲ Ὑπουργείου 69 ο/ο τοιαῦτα.: [1313, 367, 1541, 459]
- paragraph: Ἐπίσης καὶ ὁ πρωθυπουργὸς κ. Θεοτόκης ἐκλήθη χθὲς ἐπὶ τοῦ ἀγγλικοῦ θωρηκτοῦ. Ὁ Ἀγγλικὸς στόλος ἀποπλέει αὔριον τὴν πρωΐαν κατευθυνόμενος εἰς Βενετίαν, Τεργέστην καὶ Νεάπολιν.: [377, 2008, 594, 2117]
- headline-sub: ΔΙΕΤΑΧΘΗ Η ΣΥΛΛΗΨΙΣ ΤΟΥ: [713, 447, 955, 464]
- headline-sub: ΜΑΘΗΤΟΥ ΕΝ ΘΕΣΣΑΛΟΝΙΚΗ: [662, 2051, 776, 2088]
- paragraph: Χθεσινὸν ἀσφαλῆ τηλεγραφήματα ἐπιβεβαιοῦν τὴν ἀπὸ προχθὲς ὑπὸ τοῦ Κερκύρας ἀγγελθεῖσαν εἴδησιν περὶ τῶν 30 τῆς Ἀλβανικῆς συμμορίας.: [610, 1184, 828, 1261]
- paragraph: Τὸ Ἀθηναϊκὸν Πρακτορεῖον πληροφορεῖται ἐκ Χανίων ὅτι ὁ Ἰταλικὸς στόλος ἀνεχώρησε κατευθυνόμενος εἰς Κέρκυραν.: [1072, 1638, 1301, 1700]
- section-heading: ΤΟ ΕΜΠΟΡΙΚΟΝ ΕΠΙΜΕΛΗΤΗΡΙΟΝ: [1324, 781, 1530, 794]
- paragraph: Μέχρι ἐδεήθησαν ὅμως ἐκ τῆς παραγγελίας τοῦ μηχανήματος γίνεται διὰ νὰ μὴ ἀφήσωσιν ἁλμυρὸν γλυκὸ ὕδωρ καὶ ἀντὶ τούτου δὲν ἐπαρκεῖ πρὸς πόσιν.: [377, 1447, 594, 1525]
- section-heading: ΕΝΟΧΟΣ ΠΑΛΑΙΑΣ ΥΠΟΘΕΣΕΩΣ: [1089, 1197, 1284, 1210]
- headline: Η ΕΠΑΝΑΣΤΑΣΙΣ: [887, 1604, 1010, 1621]
- column-1: [150, 251, 594, 2295]
- section-heading: ΑΛΕΥΡΑ ΕΚ ΤΗΣ ΑΓΟΡΑΣ ΠΕΙΡΑΙΩΣ: [1077, 779, 1296, 792]
- paragraph: Κατὰ μέρος ἡ σύζυγος αὐτοῦ διετάχθη ὅπως μὴ ἐξέλθῃ τῆς οἰκίας αὐτῆς.: [840, 627, 1057, 674]
- headline-sub: ΙΣΠΑΝΙΚΟΥ ΥΠΕΡΩΚΕΑΝΕΙΟΥ: [881, 1855, 1016, 1892]
- paragraph: Κατὰ συνέπειαν δὲ τούτου διετάχθη ἡ σύλληψις τοῦ Κωστάκη Καραθεοδωρῆ ἐρεύνη καὶ τῆς συζύγου αὐτοῦ. Τούτου ὅμως διατελοῦντος πρὸ δεκαπέντε περίπου ἡμερῶν ὑπὸ νοσηλείαν εἰς τὸ Ἑλληνικὸν Νοσοκομεῖον, ἐχώρησε καθὰ εἶνε ὁ Καραθεοδωρῆς.: [840, 469, 1057, 623]
- paragraph: Ἕνεκα τούτου διαρκῶς παρακινεῖται κατὰ τῶν κυβερνητῶν τῶν πλοίων καὶ μύριαφέρει προσκόμματα εἰς τὰς ἐργασίας τῶν πλοίων.: [377, 807, 594, 885]
- paragraph: Ἐν μικρῷ πλοίῳ ὁ «Καρχαρίας» προωρισμένον νὰ μεταφέρῃ ὕδωρ ἐκ Πόρου οὗ μόνον εἶνε ἀνεπαρκής, ἀλλὰ καὶ κατὰ 15 ἡμέρας ἀποστέλλεται καὶ ἐπαρκεῖ διὰ πόσιν τῶν κ. διευθυντῶν καὶ τῶν ἀξιωματικῶν.: [377, 1096, 594, 1204]
- paragraph: Ἡ ἀπάτη ἄρα εἶνε προφανὴς πρὸς κερδοσκοπίαν τοῦ 9λεπτου εἰσαγωγικοῦ ἐπὶ τοῦ σίτου δασμοῦ.: [1072, 963, 1301, 1008]
- paragraph: Τὸ Ἀθηναϊκὸν Πρακτορεῖον πληροφορεῖται ἐκ Χανίων, ὅτι μετὰ τὴν ἀπόφασιν τῶν Δυνάμεων, ὅπως ἀποσύρωσι τὰ στρατεύματα, οἱ Μουσουλμάνοι προκαλοῦν ἐπεισόδια.: [840, 1493, 1057, 1586]
- article-body: [610, 469, 1057, 1112]
- section-heading: Η ΑΓΚΥΡΟΒΟΛΙΑ: [193, 883, 322, 900]
- headline-sub: ΑΛΒΑΝΙΚΗΣ ΣΥΜΜΟΡΙΑΣ: [624, 1162, 814, 1179]
- masthead: [150, 132, 1541, 245]
- paragraph: Ὀθωμανικῆς πηγῆς τηλεγραφήματα ἀγγέλλουν ὅτι τὸ ἀποσταλὲν εἰς Σάμον ἀπόσπασμα τοῦ στρατοῦ τῆς Σάμου ἀνεχώρησε χθὲς ἐπιβιβασθὲν ἐνὸς ὀθωμανικοῦ ἀτμοπλοίου.: [610, 1493, 828, 1586]
- headline: ΑΝΑΧΩΡΗΣΙΣ: [647, 1414, 791, 1440]
